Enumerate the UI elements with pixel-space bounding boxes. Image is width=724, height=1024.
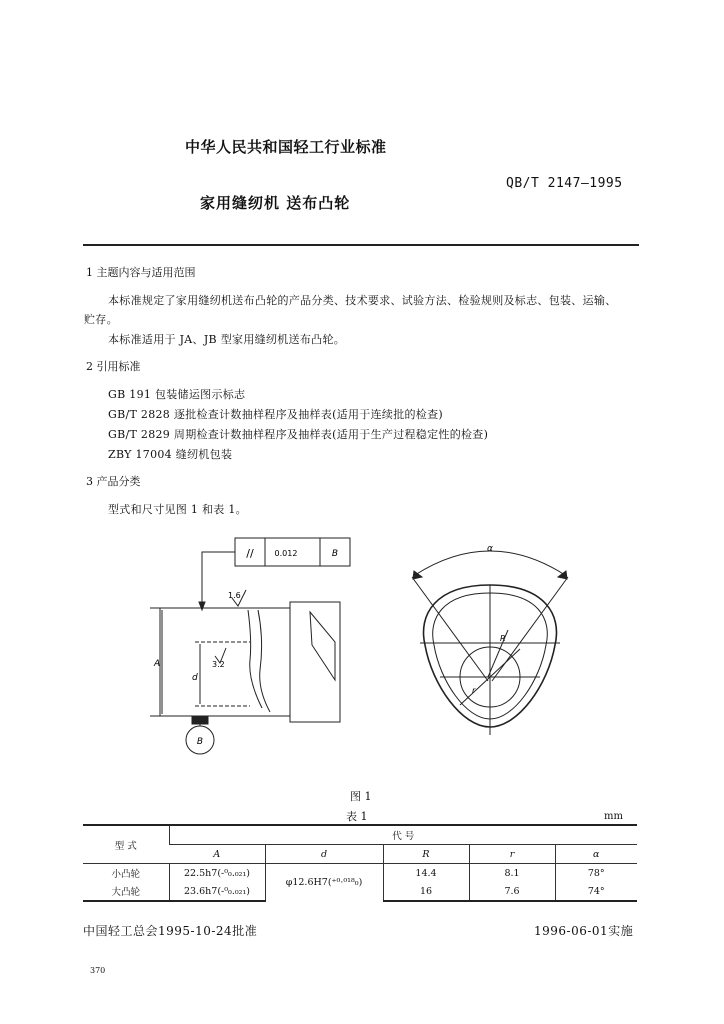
table-row	[83, 864, 637, 883]
figure-caption: 图 1	[350, 790, 372, 803]
table-cell: 大凸轮	[83, 882, 169, 901]
table-unit: mm	[604, 811, 623, 822]
section-3-paragraph: 型式和尺寸见图 1 和表 1。	[108, 503, 247, 516]
table-subheader-cell: r	[469, 845, 555, 864]
table-cell: 22.5h7(-⁰₀.₀₂₁)	[169, 864, 265, 883]
cam-side-view-drawing	[140, 530, 355, 760]
datum-label: B	[331, 549, 339, 559]
dimension-d-label: d	[192, 673, 198, 683]
cam-front-view-drawing	[400, 535, 580, 745]
table-cell: φ12.6H7(⁺⁰·⁰¹⁸₀)	[265, 864, 383, 902]
dimension-alpha-label: α	[487, 544, 493, 554]
dimension-r-label: r	[472, 686, 476, 695]
section-1-title: 1 主题内容与适用范围	[86, 266, 196, 279]
roughness-label: 3.2	[212, 660, 225, 669]
section-2-title: 2 引用标准	[86, 360, 141, 373]
table-cell: 8.1	[469, 864, 555, 883]
table-cell: 14.4	[383, 864, 469, 883]
table-subheader-cell: d	[265, 845, 383, 864]
parallelism-symbol: //	[246, 547, 254, 560]
header-rule	[83, 244, 639, 246]
reference-item: GB/T 2828 逐批检查计数抽样程序及抽样表(适用于连续批的检查)	[108, 408, 443, 421]
section-1-paragraph-1-line-1: 本标准规定了家用缝纫机送布凸轮的产品分类、技术要求、试验方法、检验规则及标志、包装、运输、	[108, 294, 617, 307]
implementation-date: 1996-06-01实施	[534, 924, 634, 938]
table-subheader-cell: A	[169, 845, 265, 864]
dimension-A-label: A	[154, 659, 161, 669]
section-1-paragraph-2: 本标准适用于 JA、JB 型家用缝纫机送布凸轮。	[108, 333, 346, 346]
reference-item: GB 191 包装储运图示标志	[108, 388, 246, 401]
table-cell: 7.6	[469, 882, 555, 901]
section-3-title: 3 产品分类	[86, 475, 141, 488]
table-subheader-cell: α	[555, 845, 637, 864]
standard-organization: 中华人民共和国轻工行业标准	[185, 138, 387, 156]
table-subheader-cell: R	[383, 845, 469, 864]
table-header-row	[83, 825, 637, 845]
tolerance-value: 0.012	[274, 549, 298, 558]
page-number: 370	[90, 966, 106, 975]
table-header-type: 型 式	[83, 825, 169, 864]
reference-item: GB/T 2829 周期检查计数抽样程序及抽样表(适用于生产过程稳定性的检查)	[108, 428, 489, 441]
table-cell: 23.6h7(-⁰₀.₀₂₁)	[169, 882, 265, 901]
reference-item: ZBY 17004 缝纫机包装	[108, 448, 233, 461]
document-title: 家用缝纫机 送布凸轮	[200, 194, 351, 212]
table-header-code: 代 号	[169, 825, 637, 845]
roughness-label: 1.6	[228, 591, 241, 600]
dimension-R-label: R	[500, 634, 506, 643]
approval-date: 中国轻工总会1995-10-24批准	[83, 924, 258, 938]
dimensions-table	[83, 824, 637, 902]
table-cell: 小凸轮	[111, 869, 140, 880]
table-caption: 表 1	[346, 810, 368, 823]
table-cell: 78°	[555, 864, 637, 883]
datum-circle-label: B	[196, 737, 204, 747]
section-1-paragraph-1-line-2: 贮存。	[84, 313, 118, 326]
table-cell: 16	[383, 882, 469, 901]
table-cell: 74°	[555, 882, 637, 901]
standard-code: QB/T 2147—1995	[506, 176, 623, 191]
